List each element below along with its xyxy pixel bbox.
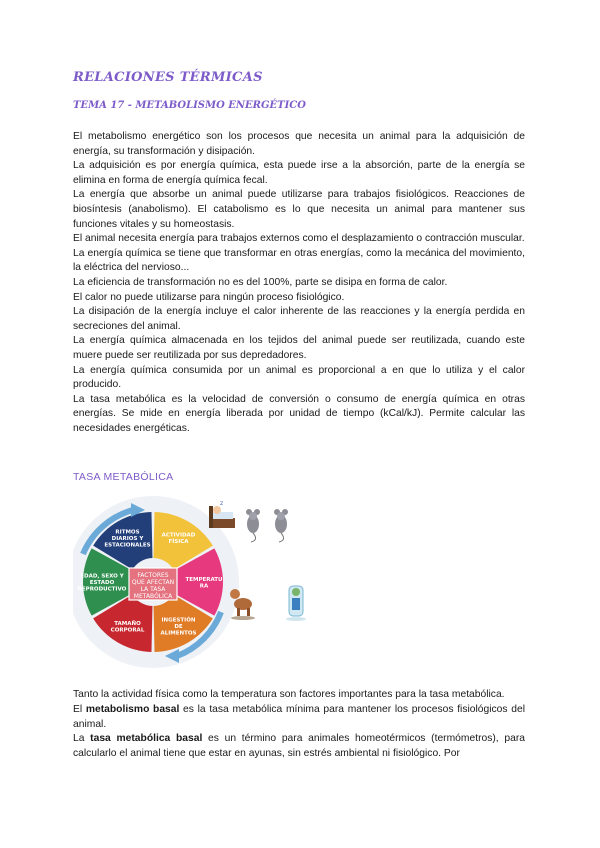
paragraph: El animal necesita energía para trabajos externos como el desplazamiento o contracción muscular. bbox=[73, 233, 525, 245]
bold-term: tasa metabólica basal bbox=[90, 733, 203, 745]
paragraph: La disipación de la energía incluye el calor inherente de las reacciones y la energía perdida en secreciones del animal. bbox=[73, 306, 525, 332]
text-run: La bbox=[73, 733, 91, 745]
metabolic-factors-figure bbox=[73, 494, 323, 674]
segment-label: CORPORAL bbox=[110, 627, 145, 634]
paragraph: La tasa metabólica es la velocidad de conversión o consumo de energía química en otras energías. Se mide en energía liberada por unidad de tiempo (kCal/kJ). Permite calcular las necesidades energéticas. bbox=[73, 393, 525, 434]
segment-label: FÍSICA bbox=[168, 539, 189, 546]
paragraph bbox=[73, 732, 525, 762]
page-heading: RELACIONES TÉRMICAS bbox=[73, 70, 263, 85]
segment-label: RITMOS bbox=[115, 529, 140, 536]
segment-label: INGESTIÓN bbox=[161, 617, 196, 624]
svg-text:z: z bbox=[220, 500, 224, 507]
segment-label: ACTIVIDAD bbox=[161, 532, 196, 539]
center-line: METABÓLICA bbox=[133, 593, 173, 600]
center-line: FACTORES bbox=[137, 572, 169, 579]
mouse-icon bbox=[246, 509, 260, 542]
factors-wheel-diagram bbox=[73, 494, 323, 674]
bold-term: metabolismo basal bbox=[85, 703, 180, 715]
paragraph: El metabolismo energético son los procesos que necesita un animal para la adquisición de energía, su transformación y disipación. bbox=[73, 131, 525, 157]
paragraph: La energía química almacenada en los tejidos del animal puede ser reutilizada, cuando este muere puede ser reutilizada por sus depredadores. bbox=[73, 335, 525, 361]
segment-label: DE bbox=[174, 624, 183, 631]
segment-label: TEMPERATU bbox=[185, 576, 223, 583]
segment-label: ALIMENTOS bbox=[160, 630, 197, 637]
body-text bbox=[73, 130, 525, 436]
center-line: QUE AFECTAN bbox=[131, 579, 175, 586]
text-run: es la tasa metabólica mínima para mantener los procesos fisiológicos del animal. bbox=[73, 703, 525, 730]
paragraph: La energía química consumida por un animal es proporcional a en que lo utiliza y el calor producido. bbox=[73, 364, 525, 391]
segment-label: ESTADO bbox=[89, 580, 115, 586]
text-run: es un término para animales homeotérmicos (termómetros), para calcularlo el animal tiene que estar en ayunas, sin estrés ambiental ni fisiológico. Por bbox=[73, 733, 525, 760]
paragraph bbox=[73, 688, 525, 703]
paragraph: El calor no puede utilizarse para ningún proceso fisiológico. bbox=[73, 291, 345, 303]
paragraph: La energía que absorbe un animal puede utilizarse para trabajos fisiológicos. Reacciones de biosíntesis (anabolismo). El catabolismo es lo que necesita un animal para mantener sus funciones vitales y su homeostasis. bbox=[73, 189, 525, 230]
sleeping-person-icon bbox=[209, 500, 235, 528]
segment-label: RA bbox=[199, 583, 209, 590]
paragraph: La eficiencia de transformación no es del 100%, parte se disipa en forma de calor. bbox=[73, 276, 448, 288]
segment-label: REPRODUCTIVO bbox=[77, 586, 127, 593]
frozen-figure-icon bbox=[286, 586, 306, 621]
segment-label: TAMAÑO bbox=[114, 620, 141, 627]
paragraph: La energía química se tiene que transformar en otras energías, como la mecánica del movimiento, la eléctrica del nervioso... bbox=[73, 247, 525, 274]
paragraph bbox=[73, 703, 525, 733]
text-run: El bbox=[73, 703, 86, 715]
section-title: TASA METABÓLICA bbox=[73, 471, 174, 483]
topic-heading: TEMA 17 - METABOLISMO ENERGÉTICO bbox=[73, 100, 306, 111]
body-text-continued bbox=[73, 688, 525, 762]
segment-label: EDAD, SEXO Y bbox=[80, 573, 124, 580]
mouse-icon bbox=[274, 509, 288, 542]
text-run: Tanto la actividad física como la temperatura son factores importantes para la tasa metabólica. bbox=[73, 689, 505, 700]
center-line: LA TASA bbox=[140, 586, 166, 593]
segment-label: DIARIOS Y bbox=[111, 535, 144, 542]
segment-label: ESTACIONALES bbox=[104, 542, 151, 549]
paragraph: La adquisición es por energía química, esta puede irse a la absorción, parte de la energía se elimina en forma de energía química fecal. bbox=[73, 160, 525, 186]
